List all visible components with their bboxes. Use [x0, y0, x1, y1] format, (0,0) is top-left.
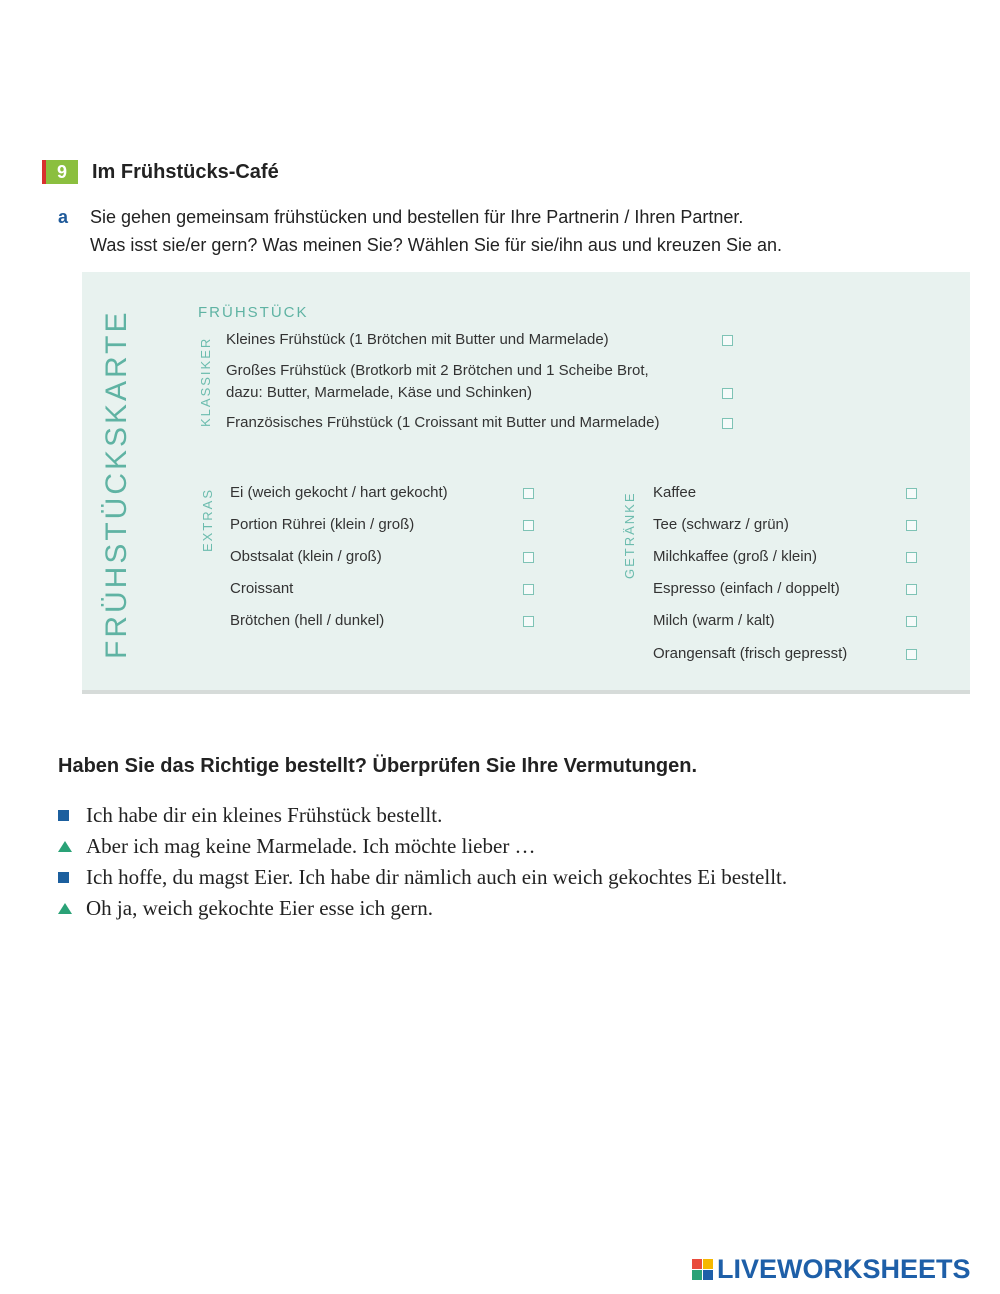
checkbox-milchkaffee[interactable] [906, 552, 917, 563]
dialog-line [58, 800, 988, 831]
breakfast-menu-card [82, 272, 970, 694]
exercise-title: Im Frühstücks-Café [92, 160, 279, 183]
menu-item: Portion Rührei (klein / groß) [230, 516, 415, 533]
checkbox-obstsalat[interactable] [523, 552, 534, 563]
menu-item: Brötchen (hell / dunkel) [230, 612, 385, 629]
checkbox-ruehrei[interactable] [523, 520, 534, 531]
extras-label: EXTRAS [200, 487, 215, 552]
checkbox-kaffee[interactable] [906, 488, 917, 499]
menu-item: Obstsalat (klein / groß) [230, 548, 382, 565]
liveworksheets-logo [692, 1254, 971, 1285]
checkbox-milch[interactable] [906, 616, 917, 627]
checkbox-tee[interactable] [906, 520, 917, 531]
menu-item: Ei (weich gekocht / hart gekocht) [230, 484, 448, 501]
menu-item: Milch (warm / kalt) [653, 612, 775, 629]
menu-item: Orangensaft (frisch gepresst) [653, 645, 848, 662]
menu-item: Französisches Frühstück (1 Croissant mit Butter und Marmelade) [226, 414, 660, 431]
fruehstueck-heading: FRÜHSTÜCK [198, 304, 309, 321]
menu-item: dazu: Butter, Marmelade, Käse und Schinken) [226, 384, 533, 401]
checkbox-ei[interactable] [523, 488, 534, 499]
menu-item: Kaffee [653, 484, 697, 501]
menu-item: Croissant [230, 580, 294, 597]
dialog-text: Oh ja, weich gekochte Eier esse ich gern. [86, 896, 433, 920]
exercise-header [42, 160, 279, 184]
dialog-line [58, 862, 988, 893]
square-bullet-icon [58, 810, 69, 821]
dialog-text: Ich hoffe, du magst Eier. Ich habe dir nämlich auch ein weich gekochtes Ei bestellt. [86, 865, 788, 889]
menu-item: Milchkaffee (groß / klein) [653, 548, 817, 565]
dialog-line [58, 893, 988, 924]
checkbox-orangensaft[interactable] [906, 649, 917, 660]
klassiker-label: KLASSIKER [198, 336, 213, 428]
triangle-bullet-icon [58, 903, 72, 914]
dialog-text: Ich habe dir ein kleines Frühstück bestellt. [86, 803, 443, 827]
getraenke-label: GETRÄNKE [622, 491, 637, 579]
logo-text: LIVEWORKSHEETS [717, 1254, 971, 1284]
dialog-line [58, 831, 988, 862]
menu-item: Großes Frühstück (Brotkorb mit 2 Brötchen und 1 Scheibe Brot, [226, 362, 649, 379]
logo-grid-icon [692, 1259, 713, 1280]
triangle-bullet-icon [58, 841, 72, 852]
task-instructions [58, 203, 958, 259]
checkbox-franzoesisches-fruehstueck[interactable] [722, 418, 733, 429]
task-letter: a [58, 207, 69, 227]
checkbox-espresso[interactable] [906, 584, 917, 595]
dialog [58, 800, 988, 924]
square-bullet-icon [58, 872, 69, 883]
menu-title: FRÜHSTÜCKSKARTE [100, 309, 133, 660]
menu-item: Kleines Frühstück (1 Brötchen mit Butter und Marmelade) [226, 331, 609, 348]
verify-heading: Haben Sie das Richtige bestellt? Überprüfen Sie Ihre Vermutungen. [58, 755, 698, 777]
task-line-2: Was isst sie/er gern? Was meinen Sie? Wählen Sie für sie/ihn aus und kreuzen Sie an. [90, 235, 783, 255]
dialog-text: Aber ich mag keine Marmelade. Ich möchte lieber … [86, 834, 536, 858]
task-line-1: Sie gehen gemeinsam frühstücken und bestellen für Ihre Partnerin / Ihren Partner. [90, 207, 744, 227]
menu-item: Tee (schwarz / grün) [653, 516, 789, 533]
checkbox-kleines-fruehstueck[interactable] [722, 335, 733, 346]
menu-item: Espresso (einfach / doppelt) [653, 580, 840, 597]
checkbox-croissant[interactable] [523, 584, 534, 595]
checkbox-broetchen[interactable] [523, 616, 534, 627]
exercise-number-badge: 9 [42, 160, 78, 184]
checkbox-grosses-fruehstueck[interactable] [722, 388, 733, 399]
